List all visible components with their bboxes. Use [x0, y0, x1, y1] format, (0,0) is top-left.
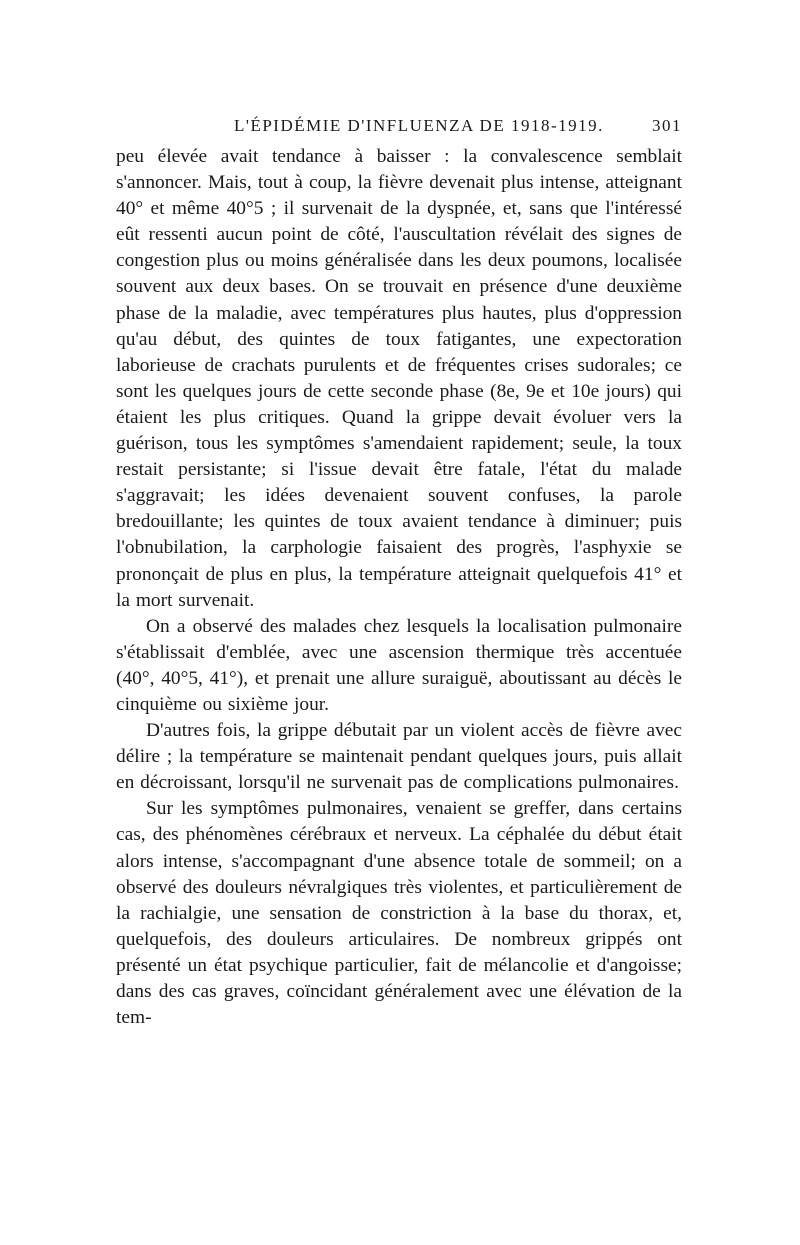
running-header: [116, 112, 682, 144]
paragraph: Sur les symptômes pulmonaires, venaient se greffer, dans certains cas, des phénomènes cérébraux et nerveux. La céphalée du début était alors intense, s'accompagnant d'une absence totale de sommeil; on a observé des douleurs névralgiques très violentes, et particulièrement de la rachialgie, une sensation de constriction à la base du thorax, et, quelquefois, des douleurs articulaires. De nombreux grippés ont présenté un état psychique particulier, fait de mélancolie et d'angoisse; dans des cas graves, coïncidant généralement avec une élévation de la tem-: [116, 798, 682, 1029]
paragraph-continued: peu élevée avait tendance à baisser : la convalescence semblait s'annoncer. Mais, tout à coup, la fièvre devenait plus intense, atteignant 40° et même 40°5 ; il survenait de la dyspnée, et, sans que l'intéressé eût ressenti aucun point de côté, l'auscultation révélait des signes de congestion plus ou moins généralisée dans les deux poumons, localisée souvent aux deux bases. On se trouvait en présence d'une deuxième phase de la maladie, avec températures plus hautes, plus d'oppression qu'au début, des quintes de toux fatigantes, une expectoration laborieuse de crachats purulents et de fréquentes crises sudorales; ce sont les quelques jours de cette seconde phase (8e, 9e et 10e jours) qui étaient les plus critiques. Quand la grippe devait évoluer vers la guérison, tous les symptômes s'amendaient rapidement; seule, la toux restait persistante; si l'issue devait être fatale, l'état du malade s'aggravait; les idées devenaient souvent confuses, la parole bredouillante; les quintes de toux avaient tendance à diminuer; puis l'obnubilation, la carphologie faisaient des progrès, l'asphyxie se prononçait de plus en plus, la température atteignait quelquefois 41° et la mort survenait.: [116, 146, 682, 611]
body-text: [116, 144, 682, 1031]
paragraph: On a observé des malades chez lesquels la localisation pulmonaire s'établissait d'emblée, avec une ascension thermique très accentuée (40°, 40°5, 41°), et prenait une allure suraiguë, aboutissant au décès le cinquième ou sixième jour.: [116, 615, 682, 715]
running-title: L'ÉPIDÉMIE D'INFLUENZA DE 1918-1919.: [234, 116, 604, 135]
book-page: [116, 112, 682, 1031]
paragraph: D'autres fois, la grippe débutait par un violent accès de fièvre avec délire ; la température se maintenait pendant quelques jours, puis allait en décroissant, lorsqu'il ne survenait pas de complications pulmonaires.: [116, 720, 682, 794]
page-number: 301: [652, 116, 682, 135]
